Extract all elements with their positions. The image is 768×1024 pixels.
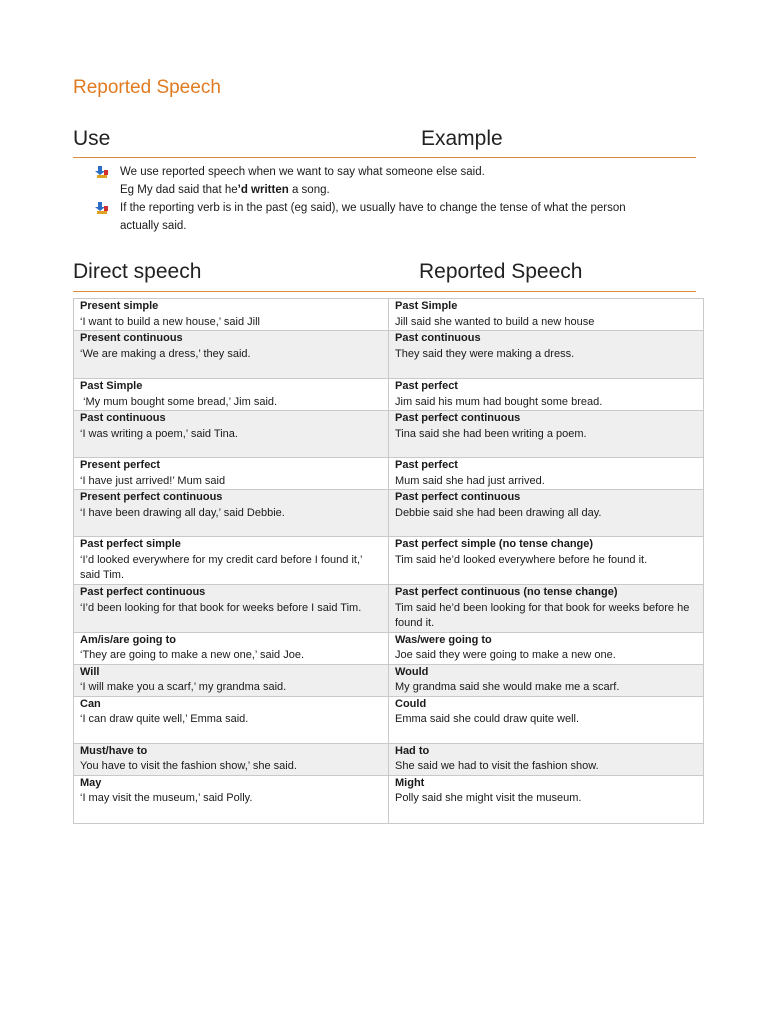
direct-speech-cell: [74, 696, 389, 743]
reported-speech-cell: [389, 458, 704, 490]
reported-tense-label: Past perfect: [395, 380, 458, 392]
reported-speech-cell: [389, 490, 704, 537]
reported-example-text: Jim said his mum had bought some bread.: [395, 395, 603, 408]
bullet-line: actually said.: [120, 220, 187, 232]
direct-example-text: ‘I want to build a new house,’ said Jill: [80, 315, 260, 328]
reported-speech-cell: [389, 632, 704, 664]
direct-example-text: ‘I may visit the museum,’ said Polly.: [80, 792, 253, 804]
direct-example-text: ‘We are making a dress,’ they said.: [80, 347, 251, 360]
direct-example-text: ‘I can draw quite well,’ Emma said.: [80, 713, 249, 725]
table-row: [74, 585, 704, 633]
bullet-item: [95, 163, 685, 199]
direct-tense-label: Past Simple: [80, 380, 143, 392]
table-row: [74, 743, 704, 775]
reported-tense-label: Could: [395, 697, 427, 710]
direct-tense-label: Am/is/are going to: [80, 633, 176, 646]
direct-example-text: ‘I’d been looking for that book for weeks before I said Tim.: [80, 601, 362, 614]
table-row: [74, 379, 704, 411]
speech-table: [73, 298, 704, 824]
reported-example-text: Joe said they were going to make a new one.: [395, 649, 616, 661]
example-bold-text: ’d written: [237, 184, 289, 196]
direct-speech-cell: [74, 379, 389, 411]
bullet-list: [95, 163, 685, 235]
table-row: [74, 775, 704, 823]
reported-example-text: They said they were making a dress.: [395, 347, 575, 360]
reported-tense-label: Past perfect: [395, 459, 458, 471]
direct-tense-label: Will: [80, 665, 100, 678]
direct-tense-label: Can: [80, 697, 101, 710]
bullet-line: We use reported speech when we want to say what someone else said.: [120, 166, 485, 178]
heading-use: Use: [73, 127, 111, 150]
reported-tense-label: Might: [395, 776, 425, 789]
reported-speech-cell: [389, 585, 704, 633]
reported-example-text: Tim said he’d looked everywhere before he found it.: [395, 553, 648, 566]
reported-example-text: Polly said she might visit the museum.: [395, 792, 582, 804]
direct-example-text: ‘My mum bought some bread,’ Jim said.: [80, 395, 278, 408]
direct-example-text: ‘They are going to make a new one,’ said Joe.: [80, 649, 305, 661]
reported-tense-label: Was/were going to: [395, 633, 492, 646]
direct-tense-label: Past perfect simple: [80, 538, 181, 550]
direct-example-text: ‘I was writing a poem,’ said Tina.: [80, 427, 238, 440]
table-row: [74, 458, 704, 490]
reported-speech-cell: [389, 743, 704, 775]
heading-example: Example: [421, 127, 503, 150]
reported-tense-label: Would: [395, 665, 429, 678]
direct-tense-label: May: [80, 776, 102, 789]
direct-speech-cell: [74, 490, 389, 537]
direct-tense-label: Must/have to: [80, 744, 148, 757]
reported-speech-cell: [389, 664, 704, 696]
reported-example-text: Emma said she could draw quite well.: [395, 713, 580, 725]
heading-reported-speech: Reported Speech: [419, 260, 583, 283]
direct-tense-label: Present simple: [80, 300, 159, 312]
direct-tense-label: Present perfect continuous: [80, 491, 223, 503]
direct-speech-cell: [74, 743, 389, 775]
example-text: Eg My dad said that he: [120, 184, 238, 196]
reported-speech-cell: [389, 411, 704, 458]
bullet-line: If the reporting verb is in the past (eg said), we usually have to change the tense of what the person: [120, 202, 626, 214]
direct-reported-heading: [73, 260, 696, 292]
direct-speech-cell: [74, 411, 389, 458]
direct-example-text: You have to visit the fashion show,’ she said.: [80, 760, 297, 772]
document-title: Reported Speech: [73, 77, 221, 98]
table-row: [74, 299, 704, 331]
direct-speech-cell: [74, 331, 389, 379]
reported-example-text: She said we had to visit the fashion show.: [395, 760, 599, 772]
table-row: [74, 696, 704, 743]
direct-speech-cell: [74, 458, 389, 490]
direct-speech-cell: [74, 775, 389, 823]
reported-tense-label: Past perfect continuous: [395, 412, 521, 424]
direct-example-text: ‘I’d looked everywhere for my credit card before I found it,’ said Tim.: [80, 553, 366, 581]
direct-tense-label: Past perfect continuous: [80, 586, 206, 598]
reported-example-text: Mum said she had just arrived.: [395, 474, 545, 487]
table-row: [74, 490, 704, 537]
reported-tense-label: Had to: [395, 744, 430, 757]
reported-speech-cell: [389, 331, 704, 379]
reported-tense-label: Past continuous: [395, 332, 481, 344]
direct-speech-cell: [74, 537, 389, 585]
table-row: [74, 331, 704, 379]
table-row: [74, 537, 704, 585]
reported-example-text: Jill said she wanted to build a new house: [395, 315, 595, 328]
bullet-item: [95, 199, 685, 235]
direct-tense-label: Present perfect: [80, 459, 161, 471]
direct-speech-cell: [74, 664, 389, 696]
table-row: [74, 664, 704, 696]
bullet-icon: [95, 166, 109, 178]
reported-tense-label: Past Simple: [395, 300, 458, 312]
use-example-heading: [73, 127, 696, 158]
bullet-line: [120, 181, 685, 199]
direct-tense-label: Present continuous: [80, 332, 183, 344]
example-text-end: a song.: [288, 184, 330, 196]
table-row: [74, 411, 704, 458]
table-row: [74, 632, 704, 664]
reported-speech-cell: [389, 299, 704, 331]
reported-tense-label: Past perfect simple (no tense change): [395, 538, 594, 550]
reported-tense-label: Past perfect continuous: [395, 491, 521, 503]
reported-example-text: Tim said he’d been looking for that book for weeks before he found it.: [395, 601, 693, 629]
reported-example-text: Tina said she had been writing a poem.: [395, 427, 587, 440]
direct-tense-label: Past continuous: [80, 412, 166, 424]
reported-speech-cell: [389, 696, 704, 743]
reported-example-text: My grandma said she would make me a scarf.: [395, 681, 620, 693]
direct-speech-cell: [74, 632, 389, 664]
reported-speech-cell: [389, 379, 704, 411]
reported-speech-cell: [389, 775, 704, 823]
direct-example-text: ‘I have just arrived!’ Mum said: [80, 474, 226, 487]
bullet-icon: [95, 202, 109, 214]
reported-tense-label: Past perfect continuous (no tense change): [395, 586, 618, 598]
direct-example-text: ‘I will make you a scarf,’ my grandma said.: [80, 681, 287, 693]
heading-direct-speech: Direct speech: [73, 260, 202, 283]
reported-example-text: Debbie said she had been drawing all day.: [395, 506, 602, 519]
direct-speech-cell: [74, 585, 389, 633]
direct-speech-cell: [74, 299, 389, 331]
reported-speech-cell: [389, 537, 704, 585]
direct-example-text: ‘I have been drawing all day,’ said Debbie.: [80, 506, 285, 519]
